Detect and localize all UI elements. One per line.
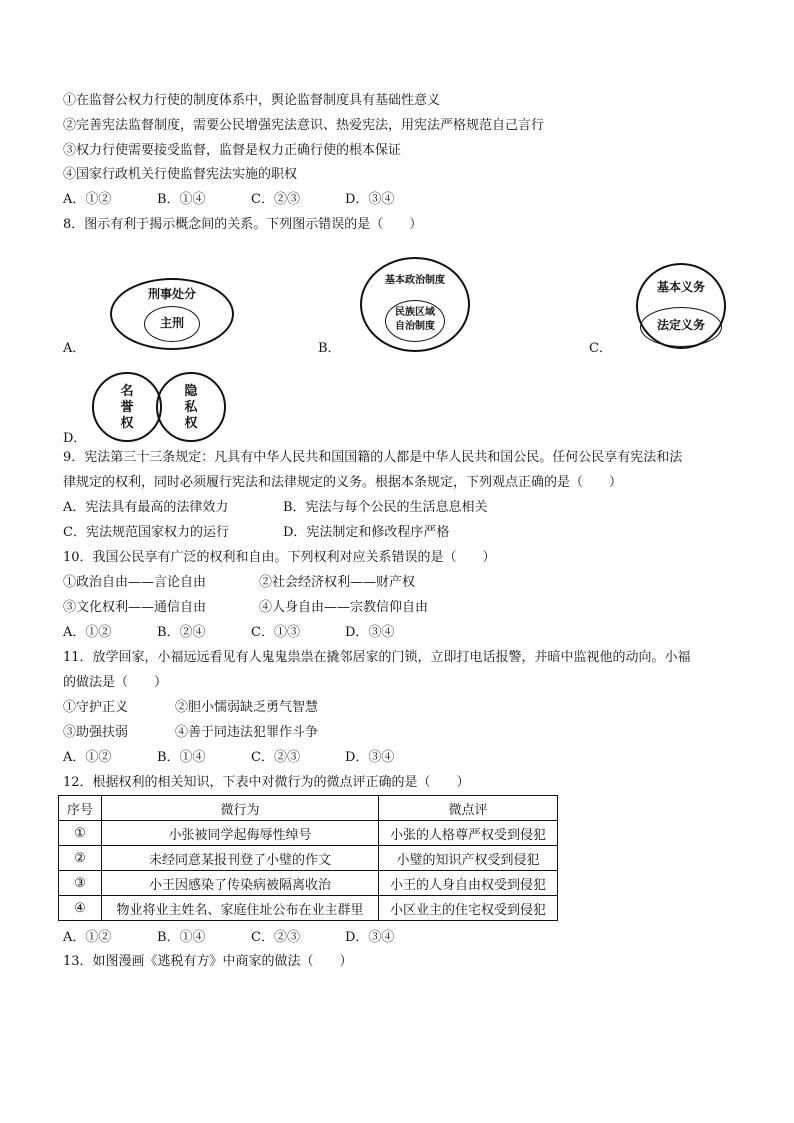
q12-table	[58, 795, 558, 921]
q9-stem-line-1: 9．宪法第三十三条规定：凡具有中华人民共和国国籍的人都是中华人民共和国公民。任何公民享有宪法和法	[63, 450, 683, 465]
q7-item-1: ①在监督公权力行使的制度体系中，舆论监督制度具有基础性意义	[63, 93, 441, 108]
q10-item-3: ③文化权利——通信自由	[63, 600, 207, 615]
table-cell-comment: 小王的人身自由权受到侵犯	[379, 871, 558, 896]
q7-item-4: ④国家行政机关行使监督宪法实施的职权	[63, 167, 298, 182]
diagram-b	[360, 257, 470, 352]
q10-option-c: C．①③	[251, 625, 300, 640]
table-cell-behavior: 小王因感染了传染病被隔离收治	[102, 871, 379, 896]
table-cell-index: ③	[59, 871, 102, 896]
table-row	[59, 871, 558, 896]
q12-stem: 12．根据权利的相关知识，下表中对微行为的微点评正确的是（ ）	[63, 775, 470, 790]
q12-option-c: C．②③	[251, 930, 300, 945]
diagram-a	[110, 278, 234, 350]
table-header-index: 序号	[59, 796, 102, 821]
q11-item-1: ①守护正义	[63, 700, 129, 715]
q8-label-a: A．	[63, 341, 86, 356]
q11-items-row-2	[63, 724, 318, 742]
table-cell-index: ①	[59, 821, 102, 846]
table-cell-comment: 小区业主的住宅权受到侵犯	[379, 896, 558, 921]
q9-options-row-1	[63, 499, 488, 517]
q8-label-d: D．	[63, 431, 87, 446]
q9-stem-line-2: 律规定的权利，同时必须履行宪法和法律规定的义务。根据本条规定，下列观点正确的是（ ）	[63, 475, 623, 490]
q7-option-d: D．③④	[345, 192, 395, 207]
q9-option-d: D．宪法制定和修改程序严格	[283, 525, 450, 540]
q10-item-4: ④人身自由——宗教信仰自由	[259, 600, 429, 615]
table-header-row	[59, 796, 558, 821]
q12-option-a: A．①②	[63, 930, 112, 945]
table-cell-index: ②	[59, 846, 102, 871]
q7-option-c: C．②③	[251, 192, 300, 207]
q11-option-a: A．①②	[63, 750, 112, 765]
q12-options	[63, 929, 394, 947]
table-cell-behavior: 物业将业主姓名、家庭住址公布在业主群里	[102, 896, 379, 921]
q7-option-a: A．①②	[63, 192, 112, 207]
table-row	[59, 821, 558, 846]
diagram-a-outer-label: 刑事处分	[147, 287, 196, 301]
q10-stem: 10．我国公民享有广泛的权利和自由。下列权利对应关系错误的是（ ）	[63, 550, 496, 565]
q13-stem: 13．如图漫画《逃税有方》中商家的做法（ ）	[63, 954, 353, 969]
q12-option-b: B．①④	[157, 930, 206, 945]
table-header-comment: 微点评	[379, 796, 558, 821]
q11-items-row-1	[63, 699, 318, 717]
q10-option-b: B．②④	[157, 625, 206, 640]
q9-option-c: C．宪法规范国家权力的运行	[63, 525, 229, 540]
q9-options-row-2	[63, 524, 449, 542]
diagram-b-outer-label: 基本政治制度	[385, 275, 445, 286]
table-row	[59, 896, 558, 921]
diagram-c-lower-label: 法定义务	[656, 318, 705, 332]
diagram-a-inner-label: 主刑	[159, 316, 184, 330]
q10-options	[63, 624, 394, 642]
q8-label-c: C．	[589, 341, 612, 356]
q12-option-d: D．③④	[345, 930, 395, 945]
q10-option-d: D．③④	[345, 625, 395, 640]
q8-stem: 8．图示有利于揭示概念间的关系。下列图示错误的是（ ）	[63, 217, 423, 232]
diagram-d-left-label: 名誉权	[120, 384, 134, 431]
q11-option-d: D．③④	[345, 750, 395, 765]
q8-label-b: B．	[318, 341, 341, 356]
diagram-c-upper-label: 基本义务	[656, 280, 705, 294]
q11-option-c: C．②③	[251, 750, 300, 765]
diagram-d	[92, 372, 226, 442]
q10-item-1: ①政治自由——言论自由	[63, 575, 207, 590]
q7-options	[63, 191, 394, 209]
diagram-b-inner-label-1: 民族区域	[395, 307, 435, 318]
table-header-behavior: 微行为	[102, 796, 379, 821]
table-cell-comment: 小张的人格尊严权受到侵犯	[379, 821, 558, 846]
q11-stem-line-2: 的做法是（ ）	[63, 675, 168, 690]
q10-items-row-2	[63, 599, 428, 617]
q7-item-3: ③权力行使需要接受监督，监督是权力正确行使的根本保证	[63, 143, 402, 158]
table-cell-behavior: 未经同意某报刊登了小璧的作文	[102, 846, 379, 871]
q9-option-b: B．宪法与每个公民的生活息息相关	[283, 500, 488, 515]
q10-items-row-1	[63, 574, 415, 592]
diagram-b-inner-label-2: 自治制度	[395, 321, 435, 332]
q11-options	[63, 749, 394, 767]
q7-item-2: ②完善宪法监督制度，需要公民增强宪法意识、热爱宪法，用宪法严格规范自己言行	[63, 118, 545, 133]
diagram-d-right-label: 隐私权	[184, 384, 198, 431]
q11-option-b: B．①④	[157, 750, 206, 765]
q11-item-2: ②胆小懦弱缺乏勇气智慧	[175, 700, 319, 715]
q9-option-a: A．宪法具有最高的法律效力	[63, 500, 229, 515]
table-cell-behavior: 小张被同学起侮辱性绰号	[102, 821, 379, 846]
table-row	[59, 846, 558, 871]
table-cell-comment: 小璧的知识产权受到侵犯	[379, 846, 558, 871]
q11-stem-line-1: 11．放学回家，小福远远看见有人鬼鬼祟祟在撬邻居家的门锁，立即打电话报警，并暗中监视他的动向。小福	[63, 650, 691, 665]
q7-option-b: B．①④	[157, 192, 206, 207]
table-cell-index: ④	[59, 896, 102, 921]
diagram-c	[636, 263, 726, 349]
q10-option-a: A．①②	[63, 625, 112, 640]
q11-item-4: ④善于同违法犯罪作斗争	[175, 725, 319, 740]
q10-item-2: ②社会经济权利——财产权	[259, 575, 416, 590]
q11-item-3: ③助强扶弱	[63, 725, 129, 740]
